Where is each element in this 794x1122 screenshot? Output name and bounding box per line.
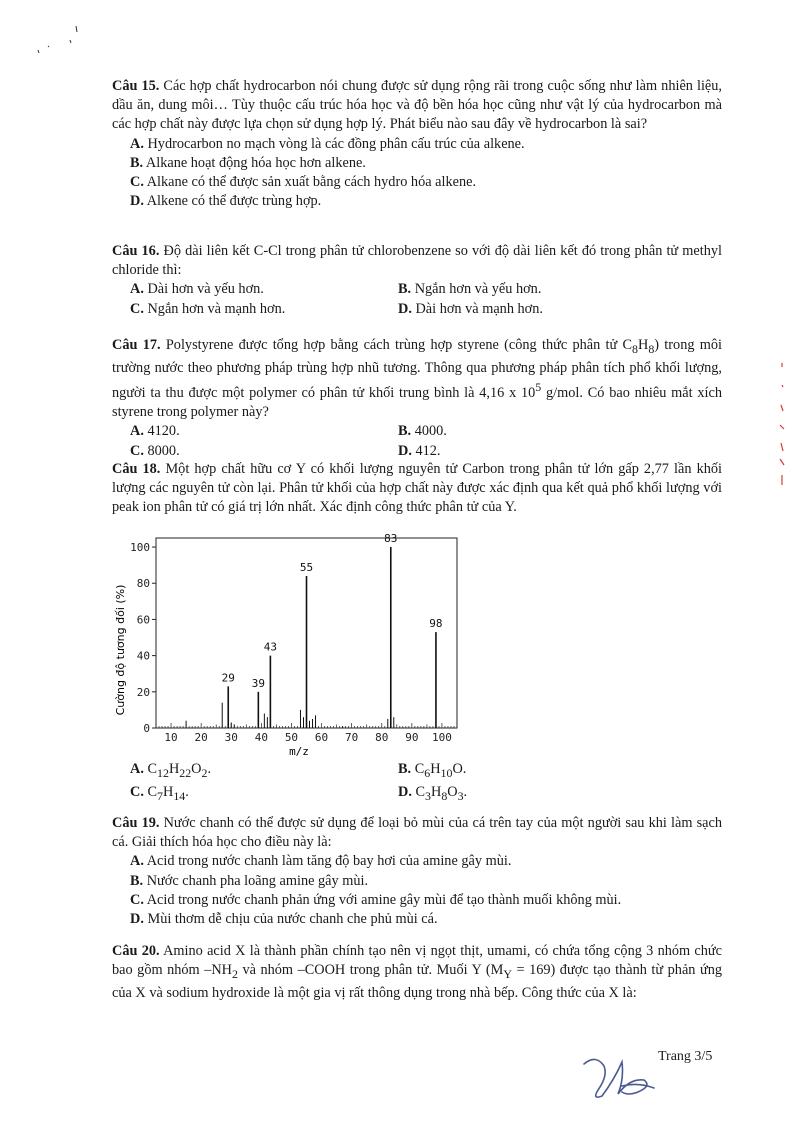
option-a: A. Hydrocarbon no mạch vòng là các đồng phân cấu trúc của alkene. — [130, 135, 525, 152]
x-tick-label: 40 — [254, 731, 268, 744]
x-tick-label: 90 — [405, 731, 419, 744]
peak-label: 29 — [221, 671, 235, 685]
peak-label: 98 — [429, 617, 443, 631]
mass-spectrum-svg — [112, 530, 472, 762]
options-grid — [112, 280, 722, 318]
question-label: Câu 17. — [112, 337, 161, 353]
question-label: Câu 15. — [112, 78, 160, 94]
question-label: Câu 16. — [112, 243, 160, 259]
question-17: Câu 17. Polystyrene được tổng hợp bằng cách trùng hợp styrene (công thức phân tử $C_8H_8$) trong môi trường nước theo phương pháp trùng hợp nhũ tương. Thông qua phương pháp phân tích phổ khối lượng, người ta thu được một polymer có phân tử khối trung bình là 4,16 x $10^5$ g/mol. Có bao nhiêu mắt xích styrene trong polymer này? A. 4120. B. 4000. C. 8000. D. 412. — [112, 336, 722, 461]
question-18-options — [112, 760, 722, 806]
option-b: B. $C_6H_{10}O$. — [398, 761, 467, 780]
question-stem: Nước chanh có thể được sử dụng để loại bỏ mùi của cá trên tay của một người sau khi làm sạch cá. Giải thích hóa học cho điều này là: — [112, 815, 723, 851]
options-grid — [112, 760, 722, 806]
page-number: Trang 3/5 — [658, 1049, 713, 1064]
peak-label: 39 — [251, 676, 265, 690]
question-stem: Một hợp chất hữu cơ Y có khối lượng nguyên tử Carbon trong phân tử lớn gấp 2,77 lần khối lượng các nguyên tử còn lại. Phân tử khối của hợp chất này được xác định qua kết quả phổ khối lượng với peak ion phân tử có giá trị lớn nhất. Xác định công thức phân tử của Y. — [112, 461, 722, 516]
question-19 — [112, 814, 722, 929]
y-tick-label: 100 — [130, 541, 150, 555]
peak-label: 43 — [263, 640, 278, 654]
x-tick-label: 10 — [164, 731, 178, 744]
question-15 — [112, 77, 722, 211]
peak-label: 83 — [384, 532, 398, 546]
question-stem: Các hợp chất hydrocarbon nói chung được sử dụng rộng rãi trong cuộc sống như làm nhiên liệu, dầu ăn, dung môi… Tùy thuộc cấu trúc hóa học và độ bền hóa học cũng như vật lý của hydrocarbon mà các hợp chất này được lựa chọn sử dụng hợp lý. Phát biểu nào sau đây về hydrocarbon là sai? — [112, 78, 722, 133]
option-a: A. Dài hơn và yếu hơn. — [130, 281, 264, 298]
peak-label: 55 — [299, 561, 314, 574]
x-axis-label: m/z — [289, 745, 309, 758]
y-tick-label: 80 — [136, 577, 150, 591]
y-tick-label: 0 — [143, 722, 150, 735]
mass-spectrum-chart — [112, 530, 472, 762]
x-tick-label: 50 — [284, 731, 299, 744]
options-grid — [112, 422, 722, 460]
option-d: D. Mùi thơm dễ chịu của nước chanh che phủ mùi cá. — [130, 911, 438, 928]
question-label: Câu 19. — [112, 815, 160, 831]
option-c: C. Alkane có thể được sản xuất bằng cách hydro hóa alkene. — [130, 174, 477, 191]
option-c: C. Ngắn hơn và mạnh hơn. — [130, 300, 286, 317]
x-tick-label: 80 — [375, 731, 389, 744]
y-axis-label: Cường độ tương đối (%) — [114, 584, 127, 716]
margin-marks — [774, 355, 790, 495]
option-b: B. Nước chanh pha loãng amine gây mùi. — [130, 872, 369, 889]
question-16 — [112, 242, 722, 319]
option-d: D. 412. — [398, 442, 441, 459]
option-d: D. Alkene có thể được trùng hợp. — [130, 193, 322, 210]
x-tick-label: 60 — [314, 731, 329, 744]
option-a: A. $C_{12}H_{22}O_2$. — [130, 761, 212, 780]
question-label: Câu 18. — [112, 461, 161, 477]
y-tick-label: 20 — [136, 685, 150, 699]
option-c: C. $C_7H_{14}$. — [130, 784, 189, 803]
x-tick-label: 20 — [194, 731, 208, 744]
question-20: Câu 20. Amino acid X là thành phần chính tạo nên vị ngọt thịt, umami, có chứa tổng cộng 3 nhóm chức bao gồm nhóm $-NH_2$ và nhóm –COOH trong phân tử. Muối Y $(M_Y = 169)$ được tạo thành từ phản ứng của X và sodium hydroxide là một gia vị rất thông dụng trong nhà bếp. Công thức của X là: — [112, 943, 723, 1002]
question-stem: Độ dài liên kết C-Cl trong phân tử chlorobenzene so với độ dài liên kết đó trong phân tử methyl chloride thì: — [112, 243, 722, 279]
option-b: B. Alkane hoạt động hóa học hơn alkene. — [130, 154, 366, 171]
option-c: C. Acid trong nước chanh phản ứng với amine gây mùi để tạo thành muối không mùi. — [130, 891, 622, 908]
x-tick-label: 70 — [345, 731, 359, 744]
option-b: B. 4000. — [398, 423, 447, 440]
question-18 — [112, 460, 722, 518]
option-a: A. Acid trong nước chanh làm tăng độ bay hơi của amine gây mùi. — [130, 853, 512, 870]
corner-marks — [30, 22, 90, 62]
option-c: C. 8000. — [130, 442, 180, 459]
option-d: D. Dài hơn và mạnh hơn. — [398, 300, 543, 317]
x-tick-label: 30 — [224, 731, 238, 744]
x-tick-label: 100 — [432, 731, 452, 744]
signature-scribble — [578, 1050, 660, 1106]
y-tick-label: 40 — [136, 649, 150, 663]
y-tick-label: 60 — [136, 613, 150, 627]
option-d: D. $C_3H_8O_3$. — [398, 784, 468, 803]
question-label: Câu 20. — [112, 943, 160, 959]
option-b: B. Ngắn hơn và yếu hơn. — [398, 281, 542, 298]
option-a: A. 4120. — [130, 423, 180, 440]
